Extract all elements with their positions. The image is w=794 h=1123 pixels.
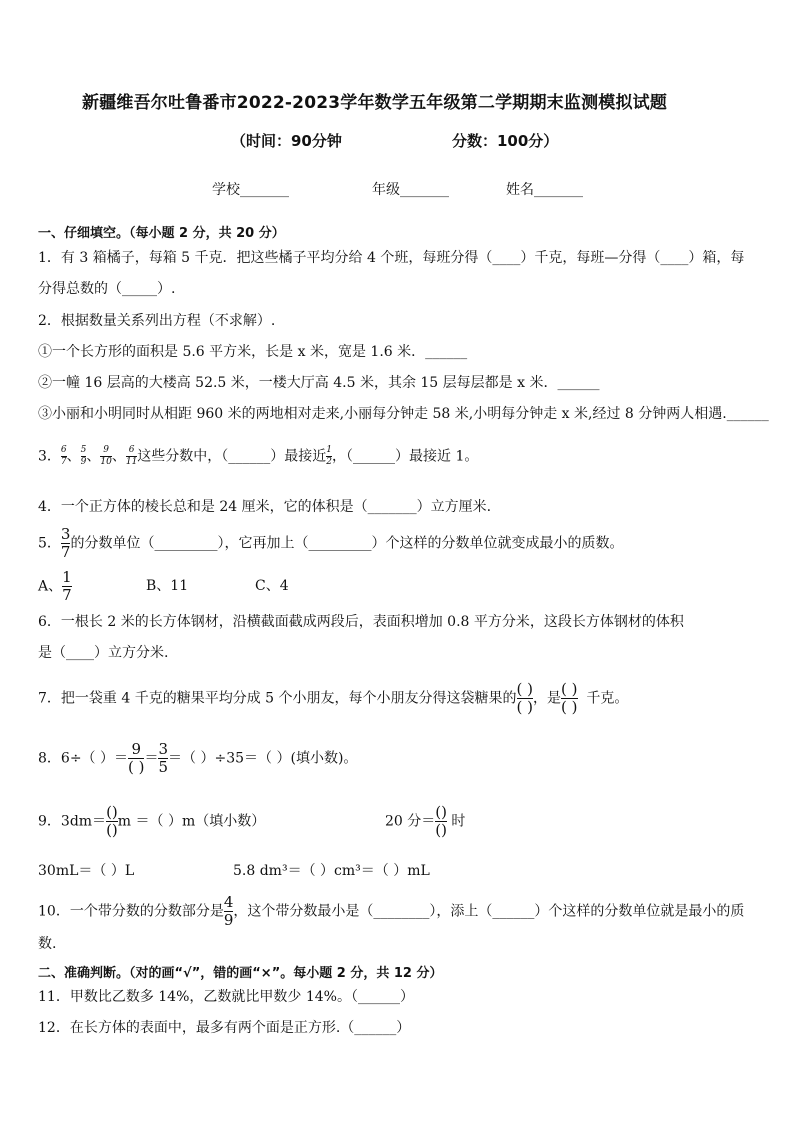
question-10-line-2: 数. — [38, 936, 57, 952]
fraction: $\frac{( )}{( )}$ — [516, 680, 534, 716]
option-c: C、4 — [255, 578, 289, 594]
question-2-part-3: ③小丽和小明同时从相距 960 米的两地相对走来,小丽每分钟走 58 米,小明每分钟走 x 米,经过 8 分钟两人相遇.______ — [38, 406, 769, 422]
fraction: $\frac{9}{10}$ — [100, 445, 112, 467]
question-2-part-2: ②一幢 16 层高的大楼高 52.5 米，一楼大厅高 4.5 米，其余 15 层每层都是 x 米．______ — [38, 375, 600, 391]
fraction: $\frac{6}{11}$ — [125, 445, 138, 467]
fraction: $\frac{4}{9}$ — [223, 893, 234, 929]
question-3: 3． $\frac{6}{7}$ 、 $\frac{5}{9}$ 、 $\frac{9}{10}$ 、 $\frac{6}{11}$ 这些分数中，（______）最接近 $\frac{1}{2}$ ，（______）最接近 1。 — [38, 445, 479, 467]
question-6-line-1: 6．一根长 2 米的长方体钢材，沿横截面截成两段后，表面积增加 0.8 平方分米，这段长方体钢材的体积 — [38, 614, 684, 630]
question-5-options: A、 $\frac{1}{7}$ — [38, 568, 72, 604]
page-title: 新疆维吾尔吐鲁番市2022-2023学年数学五年级第二学期期末监测模拟试题 — [82, 93, 668, 113]
question-8: 8．6÷（ ）＝ $\frac{9}{( )}$ ＝ $\frac{3}{5}$ ＝（ ）÷35＝（ ）(填小数)。 — [38, 740, 358, 776]
question-9: 9．3dm＝ $\frac{()}{()}$ m ＝（ ）m（填小数） — [38, 803, 266, 839]
name-field: 姓名_______ — [506, 182, 583, 198]
grade-field: 年级_______ — [372, 182, 449, 198]
question-6-line-2: 是（____）立方分米. — [38, 645, 169, 661]
question-1-line-2: 分得总数的（_____）. — [38, 281, 176, 297]
question-4: 4．一个正方体的棱长总和是 24 厘米，它的体积是（_______）立方厘米. — [38, 499, 492, 515]
fraction: $\frac{()}{()}$ — [106, 803, 118, 839]
question-7: 7．把一袋重 4 千克的糖果平均分成 5 个小朋友，每个小朋友分得这袋糖果的 $\frac{( )}{( )}$ ，是 $\frac{( )}{( )}$ 千克。 — [38, 680, 629, 716]
question-9-b: 20 分＝ $\frac{()}{()}$ 时 — [385, 803, 466, 839]
school-field: 学校_______ — [212, 182, 289, 198]
time-label: （时间：90分钟 — [231, 132, 342, 150]
fraction: $\frac{( )}{( )}$ — [561, 680, 578, 716]
question-9-line-2a: 30mL＝（ ）L — [38, 863, 135, 879]
score-label: 分数：100分） — [452, 132, 559, 150]
question-10: 10．一个带分数的分数部分是 $\frac{4}{9}$ ，这个带分数最小是（________），添上（______）个这样的分数单位就是最小的质 — [38, 893, 745, 929]
fraction: $\frac{5}{9}$ — [80, 445, 87, 467]
fraction: $\frac{3}{5}$ — [158, 740, 169, 776]
fraction: $\frac{1}{2}$ — [326, 445, 333, 467]
fraction: $\frac{3}{7}$ — [60, 525, 71, 561]
question-9-line-2b: 5.8 dm³＝（ ）cm³＝（ ）mL — [233, 863, 430, 879]
option-b: B、11 — [146, 578, 189, 594]
section-2-heading: 二、准确判断。（对的画“√”，错的画“×”。每小题 2 分，共 12 分） — [38, 966, 443, 981]
section-1-heading: 一、仔细填空。（每小题 2 分，共 20 分） — [38, 226, 285, 241]
fraction: $\frac{9}{( )}$ — [128, 740, 145, 776]
fraction: $\frac{1}{7}$ — [62, 568, 72, 604]
question-2-part-1: ①一个长方形的面积是 5.6 平方米，长是 x 米，宽是 1.6 米．______ — [38, 344, 468, 360]
question-2: 2．根据数量关系列出方程（不求解）. — [38, 313, 276, 329]
fraction: $\frac{6}{7}$ — [60, 445, 67, 467]
fraction: $\frac{()}{()}$ — [435, 803, 447, 839]
question-1-line-1: 1．有 3 箱橘子，每箱 5 千克．把这些橘子平均分给 4 个班，每班分得（____）千克，每班—分得（____）箱，每 — [38, 250, 745, 266]
question-11: 11．甲数比乙数多 14%，乙数就比甲数少 14%。（______） — [38, 989, 414, 1005]
question-5: 5． $\frac{3}{7}$ 的分数单位（_________），它再加上（_________）个这样的分数单位就变成最小的质数。 — [38, 525, 624, 561]
question-12: 12．在长方体的表面中，最多有两个面是正方形.（______） — [38, 1020, 411, 1036]
